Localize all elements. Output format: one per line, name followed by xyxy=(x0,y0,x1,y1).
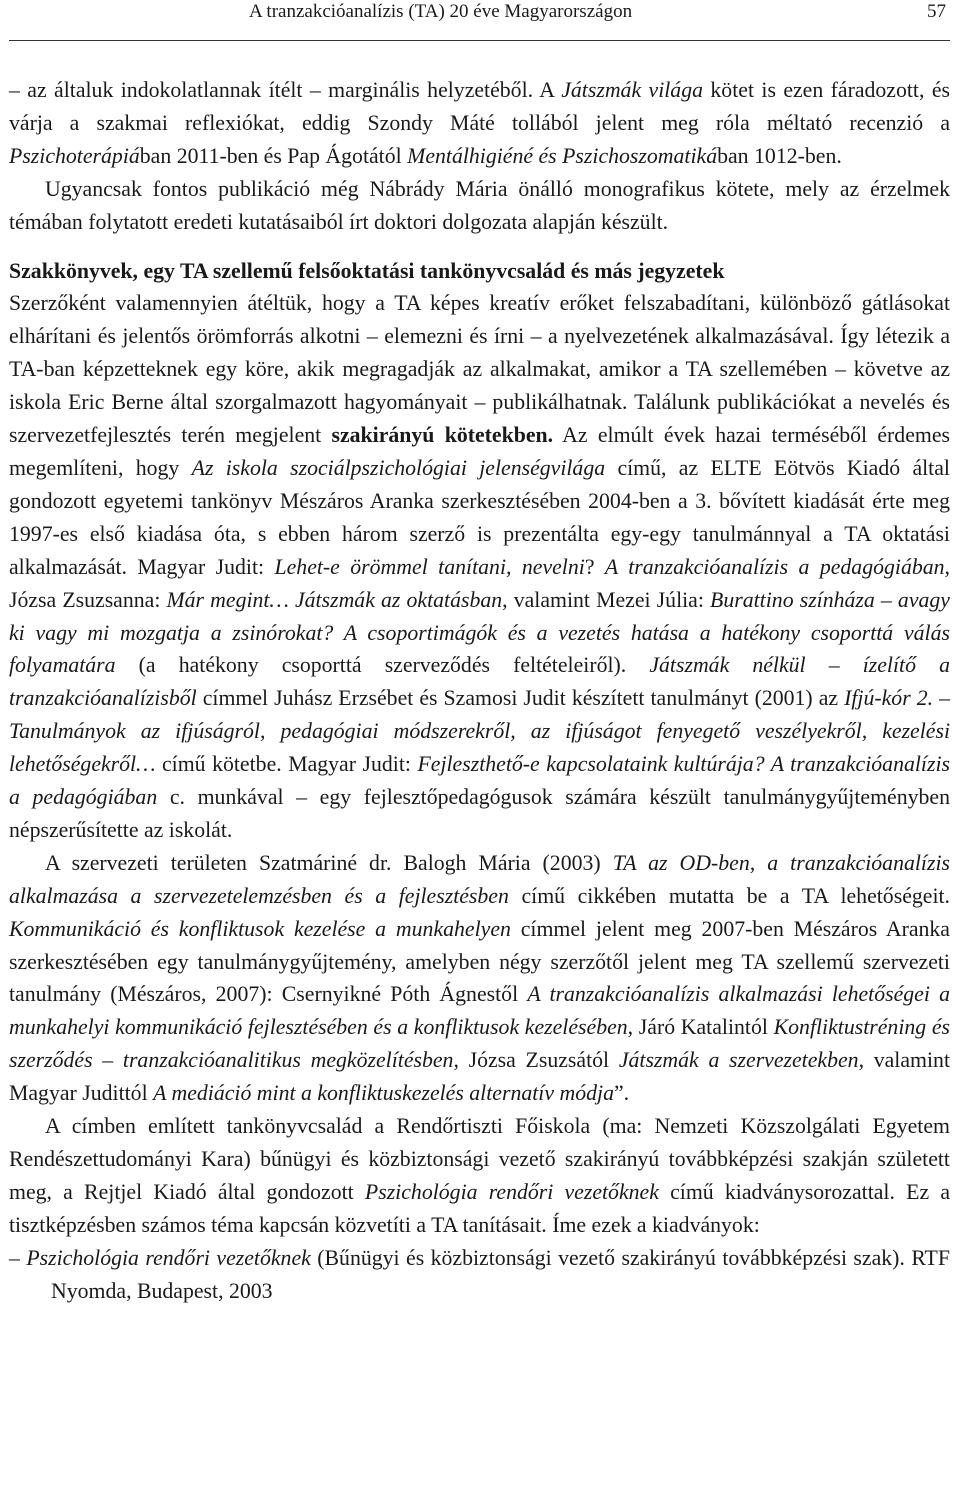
paragraph-4 xyxy=(9,847,950,1110)
work-title: A tranzakcióanalízis alkalmazási lehetőségei a munkahelyi kommunikáció fejlesztésében és a konfliktusok kezelésében xyxy=(9,982,950,1040)
paragraph-3 xyxy=(9,287,950,846)
text-run: című cikkében mutatta be a TA lehetőségeit. xyxy=(508,883,950,908)
bold-phrase: szakirányú kötetekben. xyxy=(331,423,554,448)
section-spacer xyxy=(9,239,950,255)
text-run: ban 1012-ben. xyxy=(717,143,842,168)
body-text xyxy=(9,74,950,1308)
text-run: A szervezeti területen Szatmáriné dr. Balogh Mária (2003) xyxy=(45,850,613,875)
work-title: Burattino színháza – avagy ki vagy mi mozgatja a zsinórokat? A csoportimágók és a vezetés hatása a hatékony csoporttá válás folyamatára xyxy=(9,587,950,678)
paragraph-1 xyxy=(9,74,950,173)
page-number: 57 xyxy=(927,1,946,22)
text-run: címmel Juhász Erzsébet és Szamosi Judit készített tanulmányt (2001) az xyxy=(196,686,845,711)
work-title: TA az OD-ben, a tranzakcióanalízis alkalmazása a szervezetelemzésben és a fejlesztésben xyxy=(9,850,950,908)
text-run: kötet is ezen fáradozott, és várja a szakmai reflexiókat, eddig Szondy Máté tollából jelent meg róla méltató recenzió a xyxy=(9,78,950,135)
work-title: Konfliktustréning és szerződés – tranzakcióanalitikus megközelítésben xyxy=(9,1015,951,1073)
work-title: Már megint… Játszmák az oktatásban xyxy=(166,587,503,612)
list-dash: – xyxy=(9,1245,27,1270)
book-title: Kommunikáció és konfliktusok kezelése a munkahelyen xyxy=(9,916,511,941)
journal-title: Pszichoterápiá xyxy=(9,143,140,168)
text-run: című kiadványsorozattal. Ez a tisztképzésben számos téma kapcsán közvetíti a TA tanításait. Íme ezek a kiadványok: xyxy=(9,1179,950,1237)
work-title: Játszmák nélkül – ízelítő a tranzakcióanalízisből xyxy=(9,653,950,711)
text-run: , Józsa Zsuzsától xyxy=(453,1048,619,1073)
text-run: A címben említett tankönyvcsalád a Rendőrtiszti Főiskola (ma: Nemzeti Közszolgálati Egyetem Rendészettudományi Kara) bűnügyi és közbiztonsági vezető szakirányú továbbképzési szakján született meg, a Rejtjel Kiadó által gondozott xyxy=(9,1114,950,1204)
text-run: c. munkával – egy fejlesztőpedagógusok számára készült tanulmánygyűjteményben népszerűsítette az iskolát. xyxy=(9,785,950,842)
text-run: (Bűnügyi és közbiztonsági vezető szakirányú továbbképzési szak). RTF Nyomda, Budapest, 2003 xyxy=(51,1245,950,1303)
text-run: – az általuk indokolatlannak ítélt – marginális helyzetéből. A xyxy=(9,78,562,102)
work-title: Játszmák a szervezetekben xyxy=(618,1048,859,1073)
section-heading: Szakkönyvek, egy TA szellemű felsőoktatási tankönyvcsalád és más jegyzetek xyxy=(9,258,725,283)
text-run: , Járó Katalintól xyxy=(627,1015,774,1040)
text-run: ”. xyxy=(613,1081,630,1106)
work-title: Lehet-e örömmel tanítani, nevelni xyxy=(274,554,585,579)
running-head-title: A tranzakcióanalízis (TA) 20 éve Magyarországon xyxy=(249,1,633,22)
text-run: Szerzőként valamennyien átéltük, hogy a TA képes kreatív erőket felszabadítani, különböző gátlásokat elhárítani és jelentős örömforrás alkotni – elemezni és írni – a nyelvezetének alkalmazásával. Így létezik a TA-ban képzetteknek egy köre, akik megragadják az alkalmakat, amikor a TA szellemében – követve az iskola Eric Berne által szorgalmazott hagyományait – publikálhatnak. Találunk publikációkat a nevelés és szervezetfejlesztés terén megjelent xyxy=(9,291,950,448)
journal-title: Mentálhigiéné és Pszichoszomatiká xyxy=(407,143,718,168)
text-run: című, az ELTE Eötvös Kiadó által gondozott egyetemi tankönyv Mészáros Aranka szerkesztésében 2004-ben a 3. bővített kiadását érte meg 1997-es első kiadása óta, s ebben három szerző is prezentálta egy-egy tanulmánnyal a TA oktatási alkalmazását. Magyar Judit: xyxy=(9,455,950,579)
running-head xyxy=(9,0,950,41)
work-title: A mediáció mint a konfliktuskezelés alternatív módja xyxy=(153,1081,614,1106)
paragraph-5 xyxy=(9,1110,950,1242)
text-run: , valamint Mezei Júlia: xyxy=(502,587,711,612)
book-title: Az iskola szociálpszichológiai jelenségvilága xyxy=(191,455,606,480)
series-title: Pszichológia rendőri vezetőknek xyxy=(364,1179,659,1204)
text-run: ban 2011-ben és Pap Ágotától xyxy=(139,143,408,168)
text-run: ? xyxy=(584,554,605,579)
work-title: A tranzakcióanalízis a pedagógiában xyxy=(604,554,945,579)
text-run: (a hatékony csoporttá szerveződés feltételeiről). xyxy=(115,653,650,678)
work-title: Fejleszthető-e kapcsolataink kultúrája? A tranzakcióanalízis a pedagógiában xyxy=(9,752,950,810)
book-title: Pszichológia rendőri vezetőknek xyxy=(26,1245,311,1270)
text-run: , valamint Magyar Judittól xyxy=(9,1048,950,1106)
book-title: Ifjú-kór 2. – Tanulmányok az ifjúságról, pedagógiai módszerekről, az ifjúságot fenyegető veszélyekről, kezelési lehetőségekről… xyxy=(9,686,950,777)
text-run: Az elmúlt évek hazai terméséből érdemes megemlíteni, hogy xyxy=(9,423,950,480)
book-title: Játszmák világa xyxy=(561,78,704,102)
text-run: címmel jelent meg 2007-ben Mészáros Aranka szerkesztésében egy tanulmánygyűjtemény, amelyben négy szerzőtől jelent meg TA szellemű szervezeti tanulmány (Mészáros, 2007): Csernyikné Póth Ágnestől xyxy=(9,916,950,1007)
paragraph-2: Ugyancsak fontos publikáció még Nábrády Mária önálló monografikus kötete, mely az érzelmek témában folytatott eredeti kutatásaiból írt doktori dolgozata alapján készült. xyxy=(9,176,950,234)
text-run: című kötetbe. Magyar Judit: xyxy=(155,752,418,777)
text-run: , Józsa Zsuzsanna: xyxy=(9,554,950,612)
list-item xyxy=(9,1242,950,1308)
